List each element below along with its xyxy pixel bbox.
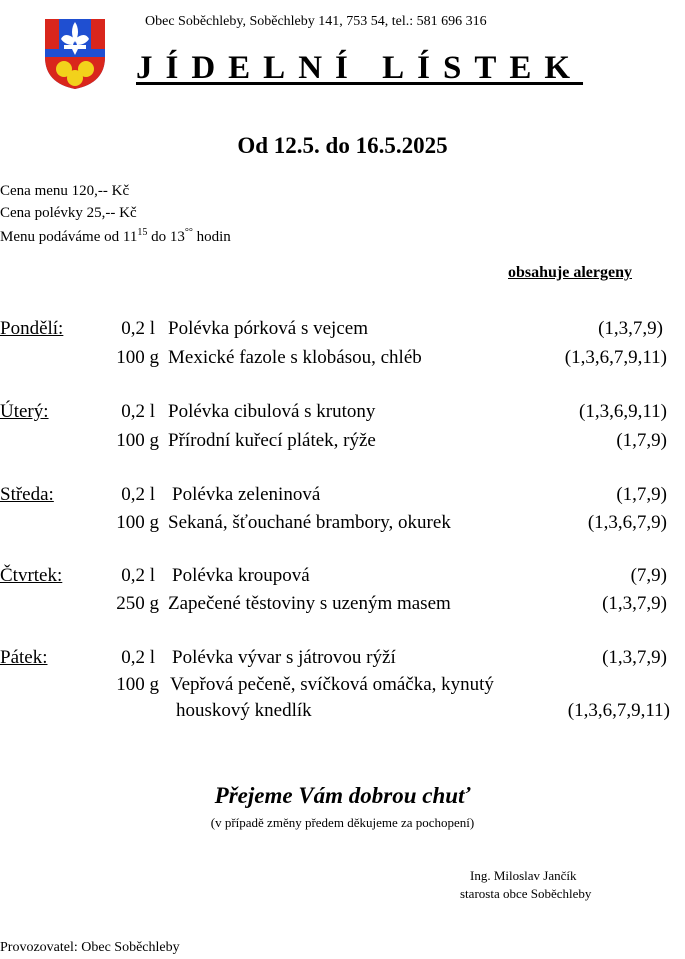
item-quantity: 100 g	[116, 674, 159, 695]
dish-name: Polévka zeleninová	[172, 484, 321, 505]
dish-name: Přírodní kuřecí plátek, rýže	[168, 430, 376, 451]
dish-allergens: (1,7,9)	[616, 430, 667, 451]
dish-name: Mexické fazole s klobásou, chléb	[168, 347, 422, 368]
item-quantity: 0,2 l	[121, 318, 155, 339]
dish-allergens: (1,7,9)	[616, 484, 667, 505]
coat-of-arms-icon	[43, 17, 107, 91]
item-quantity: 100 g	[116, 347, 159, 368]
dish-name: Polévka kroupová	[172, 565, 310, 586]
dish-allergens: (1,3,6,9,11)	[579, 401, 667, 422]
dish-name-continued: houskový knedlík	[176, 700, 312, 721]
day-label-wednesday: Středa:	[0, 484, 54, 505]
dish-name: Vepřová pečeně, svíčková omáčka, kynutý	[170, 674, 494, 695]
greeting: Přejeme Vám dobrou chuť	[214, 783, 471, 808]
day-label-thursday: Čtvrtek:	[0, 565, 63, 586]
item-quantity: 100 g	[116, 430, 159, 451]
dish-allergens: (1,3,6,7,9,11)	[564, 347, 667, 368]
dish-name: Polévka vývar s játrovou rýží	[172, 647, 396, 668]
operator: Provozovatel: Obec Soběchleby	[0, 940, 180, 955]
page-title: JÍDELNÍ LÍSTEK	[136, 50, 584, 86]
dish-name: Sekaná, šťouchané brambory, okurek	[168, 512, 451, 533]
item-quantity: 0,2 l	[121, 401, 155, 422]
menu-price: Cena menu 120,-- Kč	[0, 183, 130, 199]
soup-price: Cena polévky 25,-- Kč	[0, 205, 137, 221]
dish-allergens: (1,3,6,7,9)	[587, 512, 667, 533]
allergen-heading: obsahuje alergeny	[508, 264, 632, 281]
item-quantity: 0,2 l	[121, 647, 155, 668]
serving-hours: Menu podáváme od $11^{15}$ do 13°° hodin	[0, 227, 231, 245]
change-note: (v případě změny předem děkujeme za pochopení)	[210, 815, 475, 830]
day-label-tuesday: Úterý:	[0, 401, 49, 422]
day-label-monday: Pondělí:	[0, 318, 64, 339]
dish-allergens: (1,3,7,9)	[602, 593, 667, 614]
dish-allergens: (1,3,7,9)	[598, 318, 663, 339]
item-quantity: 100 g	[116, 512, 159, 533]
dish-name: Polévka cibulová s krutony	[168, 401, 376, 422]
signer-role: starosta obce Soběchleby	[460, 886, 592, 901]
item-quantity: 0,2 l	[121, 565, 155, 586]
item-quantity: 250 g	[116, 593, 159, 614]
dish-name: Zapečené těstoviny s uzeným masem	[168, 593, 451, 614]
day-label-friday: Pátek:	[0, 647, 48, 668]
item-quantity: 0,2 l	[121, 484, 155, 505]
dish-allergens: (7,9)	[630, 565, 667, 586]
menu-period: Od 12.5. do 16.5.2025	[237, 133, 448, 158]
dish-allergens: (1,3,7,9)	[602, 647, 667, 668]
dish-name: Polévka pórková s vejcem	[168, 318, 368, 339]
dish-allergens: (1,3,6,7,9,11)	[567, 700, 670, 721]
signer-name: Ing. Miloslav Jančík	[470, 868, 577, 883]
municipality-address: Obec Soběchleby, Soběchleby 141, 753 54, tel.: 581 696 316	[145, 14, 487, 29]
